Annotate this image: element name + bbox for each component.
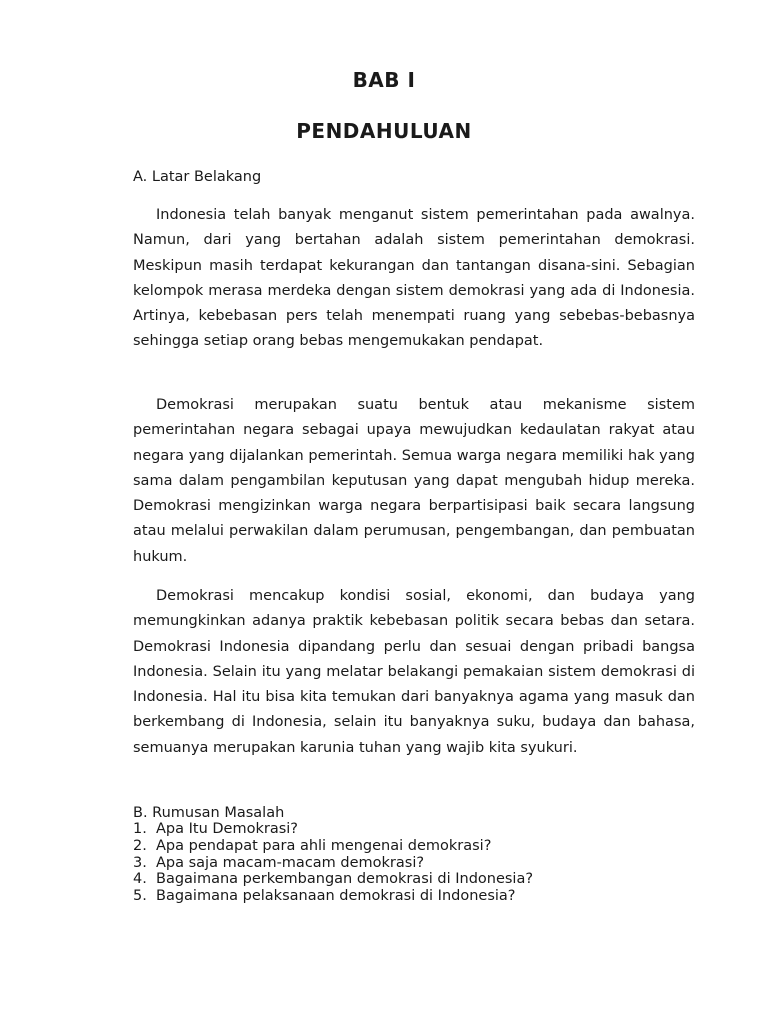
list-item-text: Bagaimana pelaksanaan demokrasi di Indonesia? xyxy=(156,888,516,905)
list-item-text: Bagaimana perkembangan demokrasi di Indonesia? xyxy=(156,871,534,888)
paragraph: Demokrasi mencakup kondisi sosial, ekonomi, dan budaya yang memungkinkan adanya praktik kebebasan politik secara bebas dan setara. Demokrasi Indonesia dipandang perlu dan sesuai dengan pribadi bangsa Indonesia. Selain itu yang melatar belakangi pemakaian sistem demokrasi di Indonesia. Hal itu bisa kita temukan dari banyaknya agama yang masuk dan berkembang di Indonesia, selain itu banyaknya suku, budaya dan bahasa, semuanya merupakan karunia tuhan yang wajib kita syukuri. xyxy=(133,588,695,756)
list-item-text: Apa saja macam-macam demokrasi? xyxy=(156,854,425,871)
list-item xyxy=(133,855,533,872)
list-item-number: 5. xyxy=(133,888,147,905)
paragraph: Indonesia telah banyak menganut sistem pemerintahan pada awalnya. Namun, dari yang bertahan adalah sistem pemerintahan demokrasi. Meskipun masih terdapat kekurangan dan tantangan disana-sini. Sebagian kelompok merasa merdeka dengan sistem demokrasi yang ada di Indonesia. Artinya, kebebasan pers telah menempati ruang yang sebebas-bebasnya sehingga setiap orang bebas mengemukakan pendapat. xyxy=(133,207,695,350)
chapter-number: BAB I xyxy=(352,68,416,92)
list-item-number: 1. xyxy=(133,821,147,837)
list-item-number: 4. xyxy=(133,871,147,888)
section-b-heading: B. Rumusan Masalah xyxy=(133,805,285,821)
list-item xyxy=(133,871,533,888)
list-item-number: 3. xyxy=(133,854,147,871)
section-a-heading: A. Latar Belakang xyxy=(133,169,262,185)
list-item-text: Apa Itu Demokrasi? xyxy=(156,821,298,837)
list-item xyxy=(133,888,533,905)
list-item xyxy=(133,821,533,838)
list-item-text: Apa pendapat para ahli mengenai demokrasi? xyxy=(156,837,492,854)
list-item xyxy=(133,838,533,855)
list-item-number: 2. xyxy=(133,837,147,854)
paragraph: Demokrasi merupakan suatu bentuk atau mekanisme sistem pemerintahan negara sebagai upaya mewujudkan kedaulatan rakyat atau negara yang dijalankan pemerintah. Semua warga negara memiliki hak yang sama dalam pengambilan keputusan yang dapat mengubah hidup mereka. Demokrasi mengizinkan warga negara berpartisipasi baik secara langsung atau melalui perwakilan dalam perumusan, pengembangan, dan pembuatan hukum. xyxy=(133,397,695,565)
problem-list xyxy=(133,821,533,905)
chapter-title: PENDAHULUAN xyxy=(296,119,472,143)
